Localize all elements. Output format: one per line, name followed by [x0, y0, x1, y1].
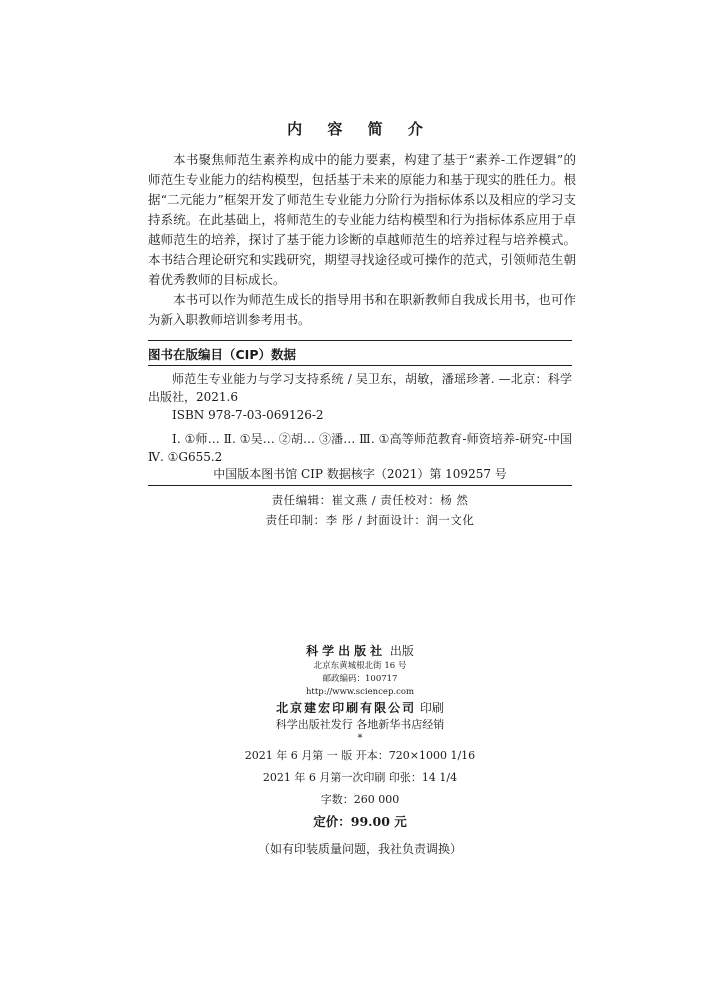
price: 定价：99.00 元 — [313, 814, 407, 829]
printer-name: 北京建宏印刷有限公司 — [276, 701, 417, 715]
cip-classification: Ⅰ. ①师… Ⅱ. ①吴… ②胡… ③潘… Ⅲ. ①高等师范教育-师资培养-研究-中国 Ⅳ. ①G655.2 — [148, 432, 572, 464]
intro-paragraph: 本书聚焦师范生素养构成中的能力要素，构建了基于“素养-工作逻辑”的师范生专业能力的结构模型，包括基于未来的原能力和基于现实的胜任力。根据“二元能力”框架开发了师范生专业能力分阶行为指标体系以及相应的学习支持系统。在此基础上，将师范生的专业能力结构模型和行为指标体系应用于卓越师范生的培养，探讨了基于能力诊断的卓越师范生的培养过程与培养模式。本书结合理论研究和实践研究，期望寻找途径或可操作的范式，引领师范生朝着优秀教师的目标成长。 — [148, 152, 576, 287]
word-count: 字数：260 000 — [320, 793, 400, 806]
cip-verification: 中国版本图书馆 CIP 数据核字（2021）第 109257 号 — [213, 467, 507, 481]
intro-paragraph: 本书可以作为师范生成长的指导用书和在职新教师自我成长用书，也可作为新入职教师培训参考用书。 — [148, 292, 576, 327]
intro-title: 内 容 简 介 — [287, 120, 433, 138]
cip-heading: 图书在版编目（CIP）数据 — [148, 347, 296, 362]
printer-suffix: 印刷 — [419, 701, 444, 715]
cip-isbn: ISBN 978-7-03-069126-2 — [172, 408, 324, 422]
quality-note: （如有印装质量问题，我社负责调换） — [257, 842, 462, 856]
credits-line-production: 责任印制：李 彤 / 封面设计：润一文化 — [265, 513, 475, 527]
cip-body — [148, 370, 572, 466]
publisher-postcode: 邮政编码：100717 — [322, 674, 398, 684]
separator-mark: * — [357, 733, 363, 744]
printing-line: 2021 年 6 月第一次印刷 印张：14 1/4 — [262, 771, 458, 784]
credits-line-editors: 责任编辑：崔文燕 / 责任校对：杨 然 — [271, 493, 469, 507]
publisher-name: 科学出版社 — [306, 644, 387, 658]
editorial-credits — [0, 490, 720, 530]
cip-divider — [148, 365, 572, 366]
publisher-suffix: 出版 — [389, 644, 414, 658]
distribution-line: 科学出版社发行 各地新华书店经销 — [275, 718, 445, 731]
printer-line — [0, 699, 720, 717]
edition-line: 2021 年 6 月第 一 版 开本：720×1000 1/16 — [244, 749, 476, 762]
colophon — [0, 642, 720, 861]
cip-data-box — [148, 340, 572, 486]
publisher-address: 北京东黄城根北街 16 号 — [313, 661, 407, 671]
cip-record: 师范生专业能力与学习支持系统 / 吴卫东，胡敏，潘瑶珍著. —北京：科学出版社，2021.6 — [148, 372, 572, 404]
publisher-website: http://www.sciencep.com — [305, 687, 415, 697]
publisher-line — [0, 642, 720, 660]
intro-text — [148, 150, 576, 330]
